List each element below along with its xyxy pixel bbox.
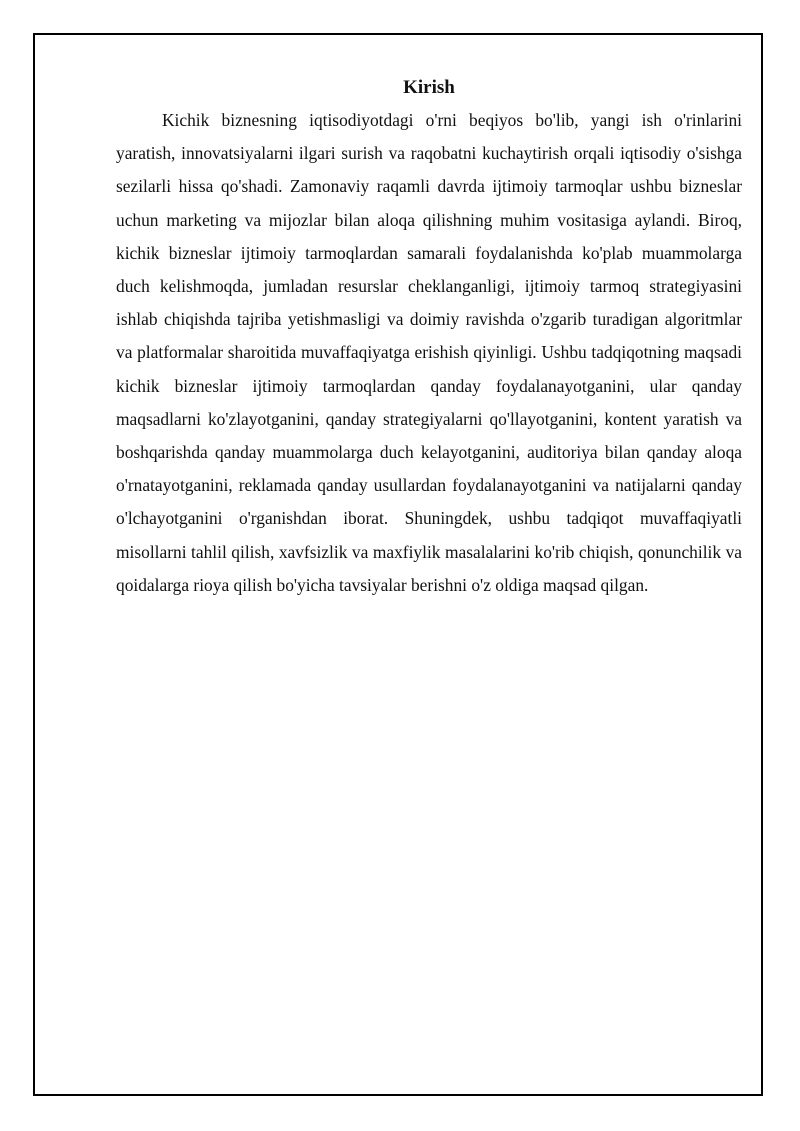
intro-paragraph: Kichik biznesning iqtisodiyotdagi o'rni beqiyos bo'lib, yangi ish o'rinlarini yaratish, innovatsiyalarni ilgari surish va raqobatni kuchaytirish orqali iqtisodiy o'sishga sezilarli hissa qo'shadi. Zamonaviy raqamli davrda ijtimoiy tarmoqlar ushbu bizneslar uchun marketing va mijozlar bilan aloqa qilishning muhim vositasiga aylandi. Biroq, kichik bizneslar ijtimoiy tarmoqlardan samarali foydalanishda ko'plab muammolarga duch kelishmoqda, jumladan resurslar cheklanganligi, ijtimoiy tarmoq strategiyasini ishlab chiqishda tajriba yetishmasligi va doimiy ravishda o'zgarib turadigan algoritmlar va platformalar sharoitida muvaffaqiyatga erishish qiyinligi. Ushbu tadqiqotning maqsadi kichik bizneslar ijtimoiy tarmoqlardan qanday foydalanayotganini, ular qanday maqsadlarni ko'zlayotganini, qanday strategiyalarni qo'llayotganini, kontent yaratish va boshqarishda qanday muammolarga duch kelayotganini, auditoriya bilan qanday aloqa o'rnatayotganini, reklamada qanday usullardan foydalanayotganini va natijalarni qanday o'lchayotganini o'rganishdan iborat. Shuningdek, ushbu tadqiqot muvaffaqiyatli misollarni tahlil qilish, xavfsizlik va maxfiylik masalalarini ko'rib chiqish, qonunchilik va qoidalarga rioya qilish bo'yicha tavsiyalar berishni o'z oldiga maqsad qilgan.	[116, 110, 742, 595]
document-body	[116, 76, 742, 602]
document-title: Kirish	[403, 77, 455, 98]
